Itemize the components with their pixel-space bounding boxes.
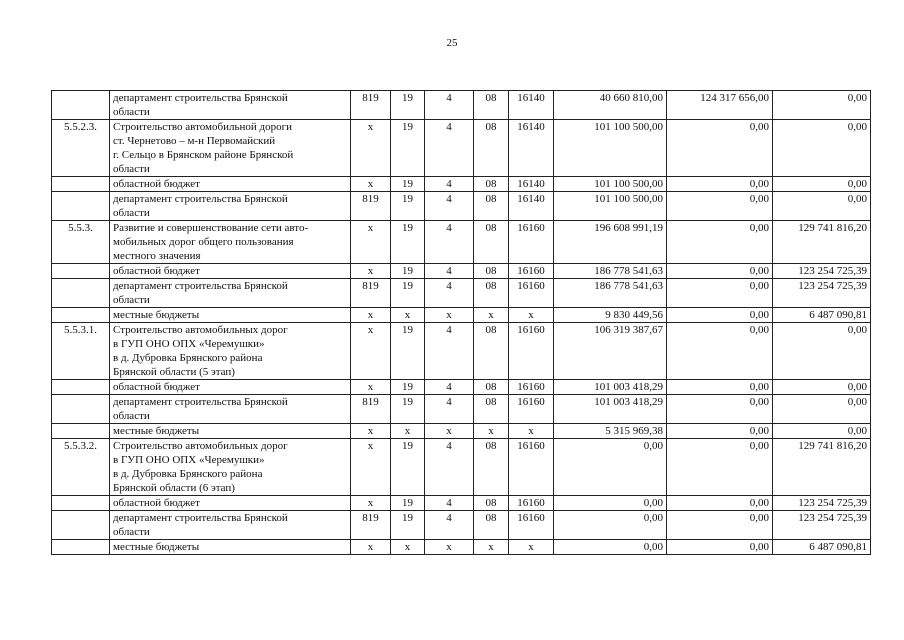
code-cell-3: 4 — [425, 279, 474, 308]
amount-cell-3: 123 254 725,39 — [773, 511, 871, 540]
amount-cell-2: 0,00 — [667, 308, 773, 323]
code-cell-4: 08 — [474, 264, 509, 279]
item-name-line: области — [113, 106, 150, 118]
code-cell-2: х — [391, 540, 425, 555]
code-cell-1: х — [351, 308, 391, 323]
table-row — [52, 120, 871, 177]
item-number-cell: 5.5.3. — [52, 221, 110, 264]
code-cell-5: 16160 — [509, 496, 554, 511]
code-cell-4: 08 — [474, 91, 509, 120]
item-number-cell: 5.5.2.3. — [52, 120, 110, 177]
item-number-cell — [52, 192, 110, 221]
amount-cell-1: 101 003 418,29 — [554, 380, 667, 395]
item-name-line: области — [113, 294, 150, 306]
code-cell-2: 19 — [391, 395, 425, 424]
amount-cell-2: 0,00 — [667, 120, 773, 177]
item-name-cell — [110, 279, 351, 308]
code-cell-2: 19 — [391, 496, 425, 511]
item-name-line: областной бюджет — [113, 265, 200, 277]
code-cell-5: 16160 — [509, 279, 554, 308]
amount-cell-1: 9 830 449,56 — [554, 308, 667, 323]
amount-cell-2: 0,00 — [667, 439, 773, 496]
table-row — [52, 279, 871, 308]
item-name-line: департамент строительства Брянской — [113, 512, 288, 524]
code-cell-3: 4 — [425, 511, 474, 540]
code-cell-4: 08 — [474, 177, 509, 192]
code-cell-4: 08 — [474, 120, 509, 177]
item-name-line: областной бюджет — [113, 381, 200, 393]
code-cell-1: 819 — [351, 91, 391, 120]
item-name-line: в ГУП ОНО ОПХ «Черемушки» — [113, 338, 265, 350]
amount-cell-1: 0,00 — [554, 540, 667, 555]
code-cell-2: 19 — [391, 120, 425, 177]
amount-cell-1: 186 778 541,63 — [554, 279, 667, 308]
code-cell-1: х — [351, 540, 391, 555]
code-cell-4: 08 — [474, 496, 509, 511]
item-number-cell — [52, 511, 110, 540]
code-cell-4: х — [474, 424, 509, 439]
amount-cell-1: 101 100 500,00 — [554, 192, 667, 221]
item-name-cell — [110, 120, 351, 177]
item-name-cell — [110, 439, 351, 496]
amount-cell-1: 106 319 387,67 — [554, 323, 667, 380]
code-cell-1: х — [351, 221, 391, 264]
code-cell-5: 16160 — [509, 511, 554, 540]
item-name-line: в ГУП ОНО ОПХ «Черемушки» — [113, 454, 265, 466]
code-cell-4: 08 — [474, 192, 509, 221]
item-number-cell — [52, 380, 110, 395]
code-cell-5: 16140 — [509, 120, 554, 177]
code-cell-3: х — [425, 424, 474, 439]
code-cell-3: 4 — [425, 91, 474, 120]
amount-cell-3: 129 741 816,20 — [773, 439, 871, 496]
code-cell-5: 16160 — [509, 323, 554, 380]
code-cell-2: 19 — [391, 264, 425, 279]
item-name-cell — [110, 496, 351, 511]
amount-cell-2: 0,00 — [667, 177, 773, 192]
table-row — [52, 264, 871, 279]
code-cell-5: 16140 — [509, 177, 554, 192]
amount-cell-2: 0,00 — [667, 511, 773, 540]
code-cell-1: х — [351, 264, 391, 279]
code-cell-2: 19 — [391, 439, 425, 496]
code-cell-3: 4 — [425, 120, 474, 177]
amount-cell-3: 0,00 — [773, 120, 871, 177]
item-number-cell — [52, 264, 110, 279]
item-name-cell — [110, 177, 351, 192]
code-cell-3: х — [425, 540, 474, 555]
item-name-cell — [110, 264, 351, 279]
item-name-line: департамент строительства Брянской — [113, 280, 288, 292]
code-cell-5: 16140 — [509, 91, 554, 120]
item-name-cell — [110, 511, 351, 540]
amount-cell-2: 0,00 — [667, 192, 773, 221]
amount-cell-2: 0,00 — [667, 424, 773, 439]
item-name-line: Строительство автомобильной дороги — [113, 121, 292, 133]
code-cell-5: 16160 — [509, 439, 554, 496]
table-row — [52, 177, 871, 192]
table-row — [52, 221, 871, 264]
amount-cell-3: 6 487 090,81 — [773, 540, 871, 555]
item-name-line: Строительство автомобильных дорог — [113, 324, 288, 336]
code-cell-1: х — [351, 323, 391, 380]
code-cell-4: х — [474, 308, 509, 323]
code-cell-2: 19 — [391, 221, 425, 264]
code-cell-5: х — [509, 308, 554, 323]
code-cell-4: 08 — [474, 323, 509, 380]
item-number-cell — [52, 91, 110, 120]
code-cell-3: х — [425, 308, 474, 323]
item-number-cell — [52, 279, 110, 308]
item-name-line: местного значения — [113, 250, 201, 262]
amount-cell-1: 0,00 — [554, 511, 667, 540]
table-row — [52, 395, 871, 424]
amount-cell-3: 129 741 816,20 — [773, 221, 871, 264]
table-row — [52, 496, 871, 511]
code-cell-5: 16160 — [509, 380, 554, 395]
code-cell-4: 08 — [474, 439, 509, 496]
item-name-cell — [110, 380, 351, 395]
code-cell-1: 819 — [351, 279, 391, 308]
code-cell-4: 08 — [474, 395, 509, 424]
amount-cell-3: 123 254 725,39 — [773, 264, 871, 279]
amount-cell-2: 124 317 656,00 — [667, 91, 773, 120]
item-number-cell — [52, 496, 110, 511]
amount-cell-1: 186 778 541,63 — [554, 264, 667, 279]
amount-cell-3: 0,00 — [773, 380, 871, 395]
code-cell-4: 08 — [474, 380, 509, 395]
page-number: 25 — [446, 37, 458, 49]
amount-cell-3: 0,00 — [773, 323, 871, 380]
code-cell-1: х — [351, 439, 391, 496]
code-cell-2: 19 — [391, 177, 425, 192]
item-name-cell — [110, 91, 351, 120]
code-cell-2: 19 — [391, 192, 425, 221]
item-number-cell — [52, 424, 110, 439]
code-cell-2: х — [391, 424, 425, 439]
amount-cell-3: 0,00 — [773, 91, 871, 120]
code-cell-1: 819 — [351, 511, 391, 540]
item-number-cell — [52, 540, 110, 555]
item-number-cell: 5.5.3.2. — [52, 439, 110, 496]
item-name-line: Строительство автомобильных дорог — [113, 440, 288, 452]
amount-cell-1: 196 608 991,19 — [554, 221, 667, 264]
amount-cell-3: 0,00 — [773, 177, 871, 192]
code-cell-5: 16160 — [509, 395, 554, 424]
code-cell-3: 4 — [425, 192, 474, 221]
item-name-line: мобильных дорог общего пользования — [113, 236, 294, 248]
code-cell-3: 4 — [425, 177, 474, 192]
item-name-line: департамент строительства Брянской — [113, 396, 288, 408]
code-cell-3: 4 — [425, 380, 474, 395]
amount-cell-3: 6 487 090,81 — [773, 308, 871, 323]
item-name-cell — [110, 323, 351, 380]
code-cell-3: 4 — [425, 264, 474, 279]
item-name-line: областной бюджет — [113, 178, 200, 190]
table-row — [52, 192, 871, 221]
item-name-line: Брянской области (6 этап) — [113, 482, 235, 494]
amount-cell-2: 0,00 — [667, 279, 773, 308]
item-name-line: Брянской области (5 этап) — [113, 366, 235, 378]
amount-cell-2: 0,00 — [667, 395, 773, 424]
amount-cell-3: 0,00 — [773, 424, 871, 439]
item-name-line: департамент строительства Брянской — [113, 92, 288, 104]
item-name-cell — [110, 192, 351, 221]
amount-cell-2: 0,00 — [667, 496, 773, 511]
item-name-cell — [110, 540, 351, 555]
code-cell-1: 819 — [351, 395, 391, 424]
code-cell-3: 4 — [425, 395, 474, 424]
code-cell-1: х — [351, 496, 391, 511]
amount-cell-1: 0,00 — [554, 439, 667, 496]
code-cell-2: 19 — [391, 91, 425, 120]
amount-cell-1: 101 100 500,00 — [554, 177, 667, 192]
amount-cell-1: 101 003 418,29 — [554, 395, 667, 424]
item-name-line: области — [113, 526, 150, 538]
table-row — [52, 380, 871, 395]
table-row — [52, 540, 871, 555]
code-cell-4: 08 — [474, 221, 509, 264]
item-name-line: департамент строительства Брянской — [113, 193, 288, 205]
item-name-line: ст. Чернетово – м-н Первомайский — [113, 135, 276, 147]
code-cell-3: 4 — [425, 496, 474, 511]
code-cell-3: 4 — [425, 221, 474, 264]
item-name-line: местные бюджеты — [113, 309, 200, 321]
code-cell-5: 16140 — [509, 192, 554, 221]
code-cell-3: 4 — [425, 323, 474, 380]
code-cell-5: 16160 — [509, 221, 554, 264]
item-name-line: местные бюджеты — [113, 425, 200, 437]
code-cell-4: 08 — [474, 279, 509, 308]
item-name-line: местные бюджеты — [113, 541, 200, 553]
code-cell-4: х — [474, 540, 509, 555]
amount-cell-2: 0,00 — [667, 323, 773, 380]
budget-table — [51, 90, 871, 555]
item-name-cell — [110, 395, 351, 424]
code-cell-1: х — [351, 380, 391, 395]
amount-cell-1: 5 315 969,38 — [554, 424, 667, 439]
item-name-line: г. Сельцо в Брянском районе Брянской — [113, 149, 294, 161]
amount-cell-2: 0,00 — [667, 221, 773, 264]
item-number-cell — [52, 308, 110, 323]
table-row — [52, 511, 871, 540]
item-number-cell — [52, 177, 110, 192]
amount-cell-3: 123 254 725,39 — [773, 496, 871, 511]
item-number-cell: 5.5.3.1. — [52, 323, 110, 380]
item-name-line: Развитие и совершенствование сети авто- — [113, 222, 309, 234]
item-name-line: области — [113, 410, 150, 422]
code-cell-2: 19 — [391, 279, 425, 308]
code-cell-3: 4 — [425, 439, 474, 496]
code-cell-2: 19 — [391, 380, 425, 395]
budget-table-body — [52, 91, 871, 555]
item-name-line: областной бюджет — [113, 497, 200, 509]
amount-cell-3: 0,00 — [773, 395, 871, 424]
amount-cell-1: 101 100 500,00 — [554, 120, 667, 177]
code-cell-1: х — [351, 120, 391, 177]
item-name-cell — [110, 221, 351, 264]
table-row — [52, 91, 871, 120]
code-cell-5: х — [509, 424, 554, 439]
code-cell-1: 819 — [351, 192, 391, 221]
code-cell-1: х — [351, 424, 391, 439]
item-name-line: области — [113, 207, 150, 219]
table-row — [52, 308, 871, 323]
code-cell-2: 19 — [391, 511, 425, 540]
item-name-cell — [110, 308, 351, 323]
code-cell-2: 19 — [391, 323, 425, 380]
code-cell-1: х — [351, 177, 391, 192]
item-name-line: области — [113, 163, 150, 175]
amount-cell-1: 40 660 810,00 — [554, 91, 667, 120]
table-row — [52, 439, 871, 496]
amount-cell-2: 0,00 — [667, 264, 773, 279]
item-number-cell — [52, 395, 110, 424]
amount-cell-2: 0,00 — [667, 540, 773, 555]
item-name-line: в д. Дубровка Брянского района — [113, 468, 263, 480]
code-cell-2: х — [391, 308, 425, 323]
item-name-line: в д. Дубровка Брянского района — [113, 352, 263, 364]
amount-cell-2: 0,00 — [667, 380, 773, 395]
code-cell-5: х — [509, 540, 554, 555]
item-name-cell — [110, 424, 351, 439]
table-row — [52, 323, 871, 380]
amount-cell-3: 0,00 — [773, 192, 871, 221]
amount-cell-3: 123 254 725,39 — [773, 279, 871, 308]
table-row — [52, 424, 871, 439]
amount-cell-1: 0,00 — [554, 496, 667, 511]
code-cell-4: 08 — [474, 511, 509, 540]
code-cell-5: 16160 — [509, 264, 554, 279]
